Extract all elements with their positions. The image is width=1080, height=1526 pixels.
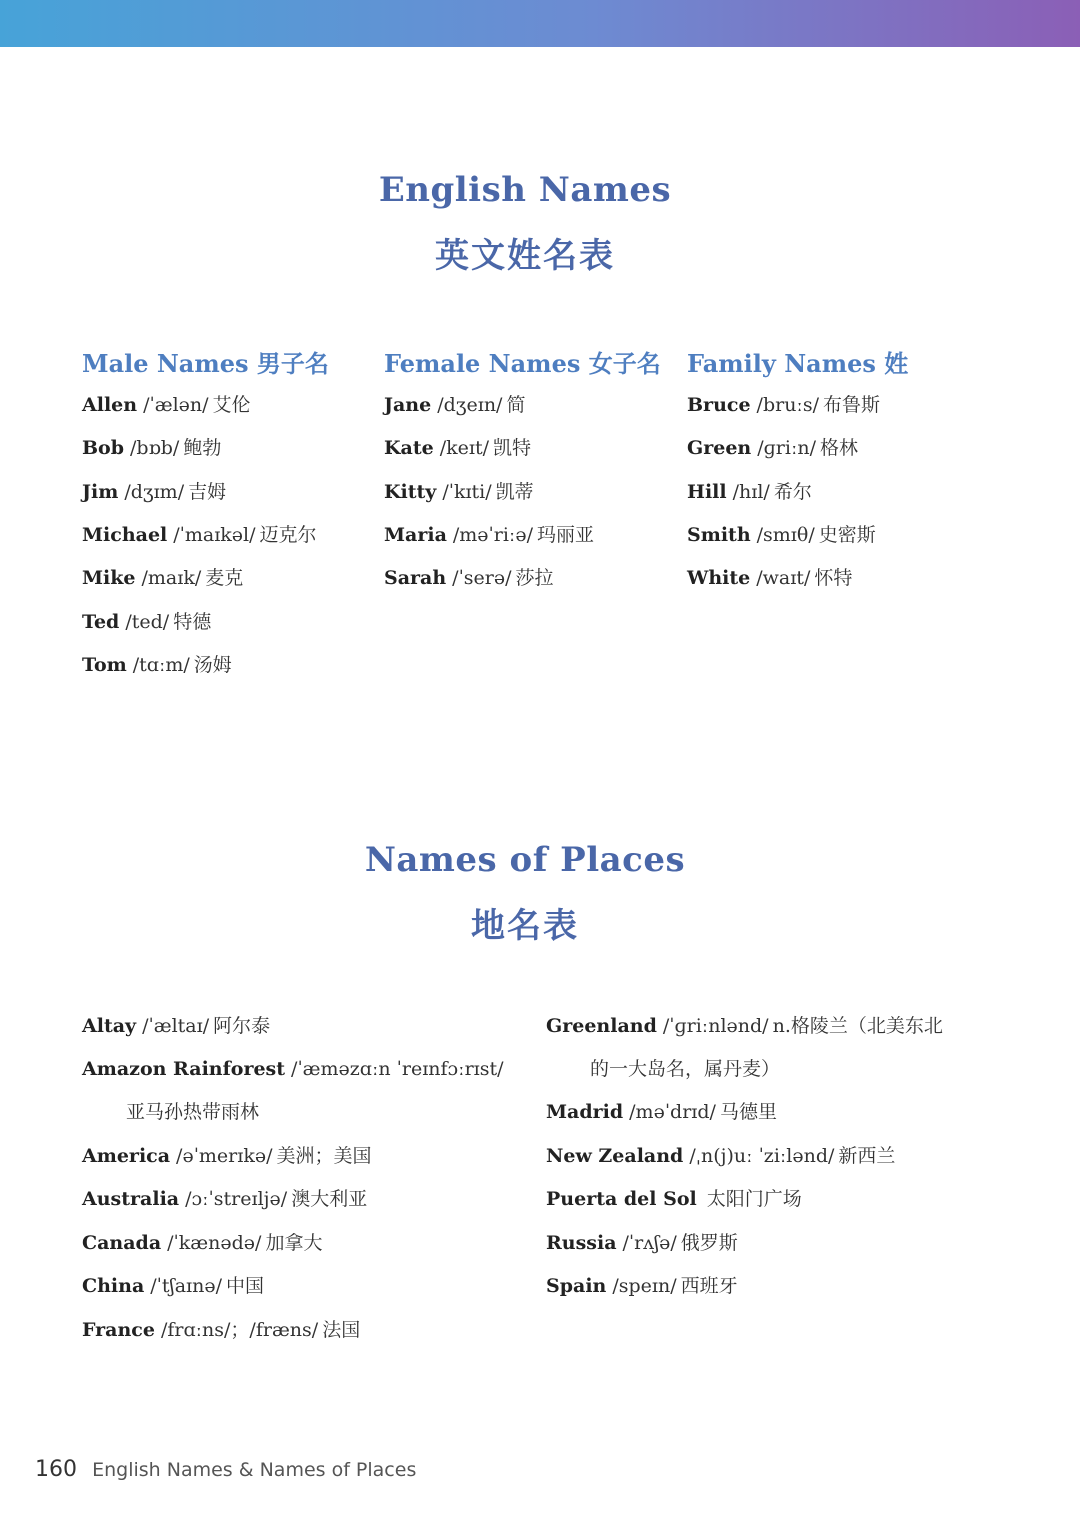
entry-word: Altay	[82, 1015, 137, 1037]
entry-chinese: 中国	[226, 1275, 265, 1297]
entry-chinese: 汤姆	[193, 654, 232, 676]
entry-chinese: 凯特	[492, 437, 531, 459]
entry-continuation: 亚马孙热带雨林	[126, 1101, 260, 1123]
female-name-entry	[384, 480, 534, 504]
entry-word: Allen	[82, 394, 138, 416]
entry-chinese: 迈克尔	[259, 524, 317, 546]
entry-phonetic: /bɒb/	[130, 437, 180, 459]
entry-phonetic: /ˈkænədə/	[167, 1232, 262, 1254]
entry-word: New Zealand	[546, 1145, 684, 1167]
place-entry	[82, 1274, 264, 1298]
page-footer	[35, 1457, 416, 1482]
place-entry	[82, 1318, 360, 1342]
entry-word: Madrid	[546, 1101, 624, 1123]
entry-chinese: 吉姆	[188, 481, 227, 503]
entry-word: Kate	[384, 437, 434, 459]
place-entry	[546, 1187, 802, 1211]
entry-chinese: 加拿大	[265, 1232, 323, 1254]
entry-word: Sarah	[384, 567, 447, 589]
entry-phonetic: /speɪn/	[612, 1275, 677, 1297]
entry-word: France	[82, 1319, 155, 1341]
entry-word: White	[687, 567, 751, 589]
entry-phonetic: /məˈdrɪd/	[629, 1101, 716, 1123]
male-name-entry	[82, 523, 317, 547]
place-entry	[82, 1231, 322, 1255]
entry-word: Jim	[82, 481, 119, 503]
place-entry	[82, 1187, 367, 1211]
entry-word: Michael	[82, 524, 168, 546]
entry-chinese: 美洲；美国	[276, 1145, 372, 1167]
entry-phonetic: /ted/	[125, 611, 170, 633]
entry-phonetic: /dʒɪm/	[124, 481, 185, 503]
place-entry	[546, 1144, 895, 1168]
male-name-entry	[82, 393, 251, 417]
entry-word: Jane	[384, 394, 432, 416]
entry-chinese: 艾伦	[212, 394, 251, 416]
female-name-entry	[384, 566, 554, 590]
place-entry	[546, 1274, 738, 1298]
entry-chinese: 新西兰	[838, 1145, 896, 1167]
female-name-entry	[384, 436, 531, 460]
entry-chinese: 阿尔泰	[213, 1015, 271, 1037]
male-name-entry	[82, 436, 221, 460]
entry-word: Australia	[82, 1188, 180, 1210]
entry-chinese: 特德	[173, 611, 212, 633]
family-name-entry	[687, 393, 880, 417]
entry-word: Hill	[687, 481, 727, 503]
male-name-entry	[82, 566, 243, 590]
female-name-entry	[384, 393, 525, 417]
entry-chinese: 布鲁斯	[822, 394, 880, 416]
entry-phonetic: /smɪθ/	[756, 524, 815, 546]
entry-phonetic: /dʒeɪn/	[437, 394, 503, 416]
entry-word: Bruce	[687, 394, 751, 416]
entry-chinese: 格林	[820, 437, 859, 459]
entry-phonetic: /ˈælən/	[143, 394, 209, 416]
entry-phonetic: /ˈæltaɪ/	[142, 1015, 210, 1037]
entry-phonetic: /hɪl/	[732, 481, 770, 503]
entry-phonetic: /əˈmerɪkə/	[176, 1145, 273, 1167]
male-name-entry	[82, 610, 211, 634]
place-entry	[546, 1231, 738, 1255]
entry-phonetic: /ˈmaɪkəl/	[173, 524, 256, 546]
entry-phonetic: /ˈtʃaɪnə/	[150, 1275, 222, 1297]
entry-word: Mike	[82, 567, 136, 589]
family-name-entry	[687, 566, 852, 590]
male-names-heading: Male Names 男子名	[82, 349, 329, 378]
entry-chinese: 澳大利亚	[291, 1188, 368, 1210]
entry-chinese: 俄罗斯	[680, 1232, 738, 1254]
female-names-heading: Female Names 女子名	[384, 349, 661, 378]
entry-word: Bob	[82, 437, 125, 459]
family-name-entry	[687, 436, 858, 460]
place-entry	[82, 1144, 372, 1168]
entry-word: Green	[687, 437, 752, 459]
entry-phonetic: /ˌn(j)uː ˈziːlənd/	[689, 1145, 835, 1167]
entry-word: Kitty	[384, 481, 437, 503]
entry-phonetic: /ˈserə/	[452, 567, 512, 589]
entry-phonetic: /keɪt/	[439, 437, 489, 459]
entry-word: America	[82, 1145, 171, 1167]
page-number: 160	[35, 1457, 77, 1482]
male-name-entry	[82, 653, 232, 677]
entry-word: Russia	[546, 1232, 617, 1254]
place-entry	[82, 1057, 508, 1081]
entry-chinese: 马德里	[719, 1101, 777, 1123]
entry-chinese: 玛丽亚	[536, 524, 594, 546]
entry-phonetic: /ˈæməzɑːn ˈreɪnfɔːrɪst/	[291, 1058, 504, 1080]
entry-phonetic: /ˈkɪti/	[442, 481, 492, 503]
top-gradient-bar	[0, 0, 1080, 47]
family-name-entry	[687, 480, 812, 504]
entry-chinese: 凯蒂	[495, 481, 534, 503]
entry-chinese: 怀特	[814, 567, 853, 589]
entry-word: Amazon Rainforest	[82, 1058, 286, 1080]
entry-phonetic: /tɑːm/	[132, 654, 190, 676]
entry-word: Tom	[82, 654, 127, 676]
entry-phonetic: /ˈrʌʃə/	[622, 1232, 677, 1254]
entry-continuation: 的一大岛名，属丹麦）	[590, 1058, 781, 1080]
names-title-zh: 英文姓名表	[435, 236, 615, 276]
entry-phonetic: /məˈriːə/	[452, 524, 533, 546]
footer-title: English Names & Names of Places	[92, 1459, 417, 1481]
entry-phonetic: /ɡriːn/	[757, 437, 816, 459]
entry-chinese: 麦克	[205, 567, 244, 589]
entry-word: Ted	[82, 611, 120, 633]
entry-word: Puerta del Sol	[546, 1188, 697, 1210]
entry-word: Spain	[546, 1275, 607, 1297]
entry-word: China	[82, 1275, 145, 1297]
entry-chinese: 史密斯	[818, 524, 876, 546]
entry-phonetic: /ɔːˈstreɪljə/	[185, 1188, 288, 1210]
places-title-zh: 地名表	[471, 906, 579, 946]
entry-word: Greenland	[546, 1015, 657, 1037]
entry-phonetic: /ˈɡriːnlənd/	[662, 1015, 769, 1037]
entry-word: Smith	[687, 524, 751, 546]
entry-chinese: 简	[506, 394, 526, 416]
entry-word: Maria	[384, 524, 447, 546]
place-entry	[82, 1014, 270, 1038]
entry-chinese: 西班牙	[680, 1275, 738, 1297]
entry-phonetic: /frɑːns/；/fræns/	[160, 1319, 319, 1341]
entry-word: Canada	[82, 1232, 162, 1254]
entry-chinese: 鲍勃	[183, 437, 222, 459]
entry-chinese: 莎拉	[515, 567, 554, 589]
family-names-heading: Family Names 姓	[687, 349, 909, 378]
place-entry	[546, 1014, 943, 1038]
entry-chinese: 希尔	[773, 481, 812, 503]
family-name-entry	[687, 523, 876, 547]
entry-chinese: n.格陵兰（北美东北	[772, 1015, 943, 1037]
entry-phonetic: /bruːs/	[756, 394, 819, 416]
entry-chinese: 法国	[322, 1319, 361, 1341]
entry-chinese: 太阳门广场	[706, 1188, 802, 1210]
male-name-entry	[82, 480, 226, 504]
place-entry	[546, 1100, 777, 1124]
places-title-en: Names of Places	[364, 840, 686, 880]
names-title-en: English Names	[378, 170, 672, 210]
female-name-entry	[384, 523, 594, 547]
entry-phonetic: /waɪt/	[756, 567, 811, 589]
entry-phonetic: /maɪk/	[141, 567, 202, 589]
